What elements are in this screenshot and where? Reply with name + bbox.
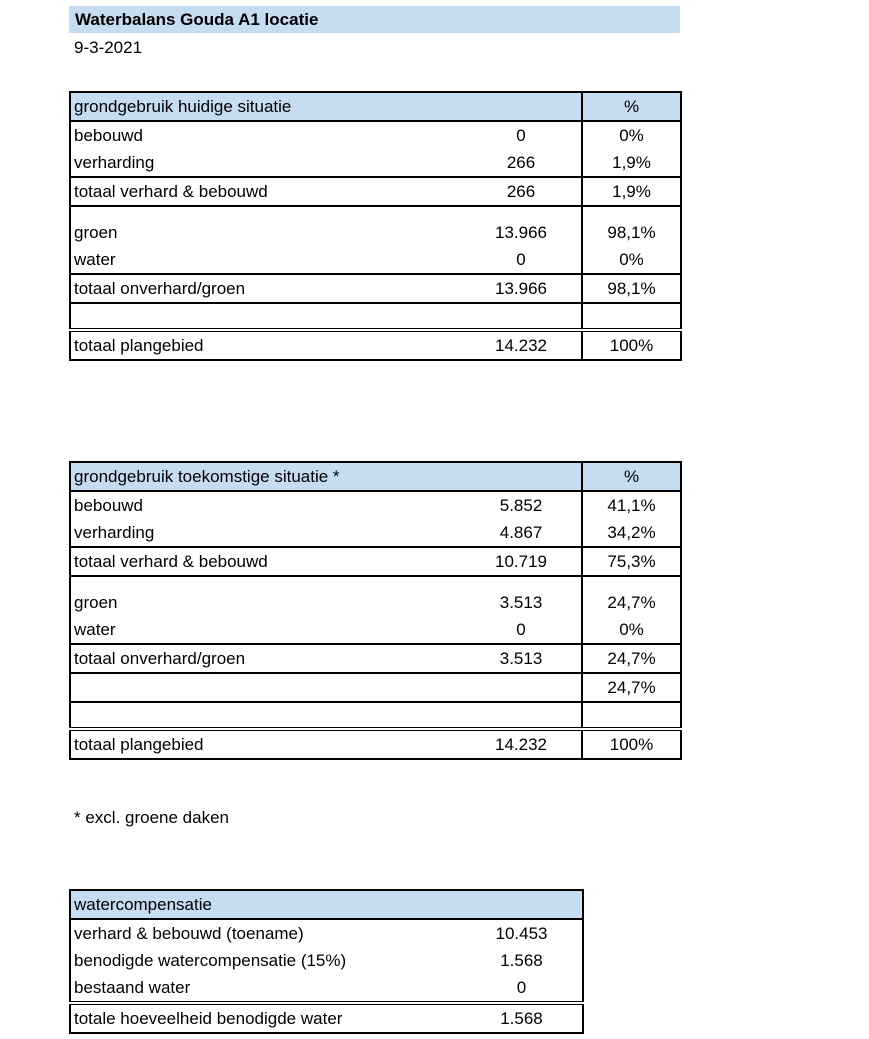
row-value: 5.852 <box>499 496 543 515</box>
row-label: groen <box>74 593 118 612</box>
subtotal-row <box>70 177 681 206</box>
table-header <box>70 890 583 919</box>
table-row <box>70 576 681 616</box>
row-label: bebouwd <box>74 126 144 145</box>
row-label: bebouwd <box>74 496 144 515</box>
total-row <box>70 729 681 759</box>
table-row <box>70 974 583 1003</box>
row-value: 3.513 <box>499 593 543 612</box>
row-value: 0 <box>516 126 526 145</box>
row-label: totaal plangebied <box>70 330 461 360</box>
row-label: water <box>74 250 116 269</box>
row-pct: 24,7% <box>582 644 681 673</box>
future-landuse-table <box>69 461 682 760</box>
table-row <box>70 121 681 149</box>
row-label: totaal onverhard/groen <box>70 274 461 303</box>
row-pct: 0% <box>582 616 681 644</box>
row-label: benodigde watercompensatie (15%) <box>74 951 347 970</box>
empty-row <box>70 303 681 330</box>
row-pct: 24,7% <box>582 673 681 702</box>
row-pct: 0% <box>582 246 681 274</box>
row-value: 10.719 <box>461 547 582 576</box>
row-pct: 1,9% <box>582 149 681 177</box>
pct-header: % <box>582 92 681 121</box>
row-value: 4.867 <box>499 523 543 542</box>
subtotal-row <box>70 547 681 576</box>
row-pct: 98,1% <box>582 206 681 246</box>
row-pct: 1,9% <box>582 177 681 206</box>
row-pct: 75,3% <box>582 547 681 576</box>
table-header <box>70 462 681 491</box>
row-label: verharding <box>74 153 155 172</box>
subtotal-row <box>70 274 681 303</box>
total-row <box>70 330 681 360</box>
row-label: water <box>74 620 116 639</box>
empty-row <box>70 702 681 729</box>
row-value: 14.232 <box>461 729 582 759</box>
row-value: 266 <box>461 177 582 206</box>
row-label <box>70 673 461 702</box>
row-value: 13.966 <box>461 274 582 303</box>
table-row <box>70 491 681 519</box>
table-row <box>70 673 681 702</box>
table-row <box>70 616 681 644</box>
row-label: totaal onverhard/groen <box>70 644 461 673</box>
footnote: * excl. groene daken <box>74 808 229 827</box>
row-pct: 34,2% <box>582 519 681 547</box>
table-row <box>70 947 583 974</box>
row-label: totaal verhard & bebouwd <box>70 547 461 576</box>
row-value: 0 <box>516 978 527 997</box>
row-pct: 0% <box>582 121 681 149</box>
table-header <box>70 92 681 121</box>
row-label: totaal verhard & bebouwd <box>70 177 461 206</box>
current-landuse-table <box>69 91 682 361</box>
page-title: Waterbalans Gouda A1 locatie <box>69 6 680 33</box>
row-value: 1.568 <box>461 1003 583 1033</box>
date: 9-3-2021 <box>74 38 143 57</box>
row-value: 10.453 <box>495 924 548 943</box>
row-pct: 98,1% <box>582 274 681 303</box>
row-pct: 100% <box>582 729 681 759</box>
table-row <box>70 149 681 177</box>
row-value: 0 <box>516 620 526 639</box>
total-row <box>70 1003 583 1033</box>
pct-header: % <box>582 462 681 491</box>
row-label: groen <box>74 223 118 242</box>
header-label: grondgebruik toekomstige situatie * <box>70 462 582 491</box>
row-pct: 24,7% <box>582 576 681 616</box>
water-compensation-table <box>69 889 584 1034</box>
table-row <box>70 919 583 947</box>
header-label: grondgebruik huidige situatie <box>70 92 582 121</box>
row-label: totaal plangebied <box>70 729 461 759</box>
row-value: 1.568 <box>500 951 543 970</box>
table-row <box>70 206 681 246</box>
row-value: 266 <box>506 153 536 172</box>
row-pct: 100% <box>582 330 681 360</box>
row-label: verharding <box>74 523 155 542</box>
row-label: verhard & bebouwd (toename) <box>74 924 304 943</box>
row-value: 13.966 <box>495 223 547 242</box>
row-label: totale hoeveelheid benodigde water <box>70 1003 461 1033</box>
row-value: 14.232 <box>461 330 582 360</box>
header-label: watercompensatie <box>70 890 583 919</box>
table-row <box>70 246 681 274</box>
row-pct: 41,1% <box>582 491 681 519</box>
row-value: 0 <box>516 250 526 269</box>
row-value: 3.513 <box>461 644 582 673</box>
row-label: bestaand water <box>74 978 191 997</box>
subtotal-row <box>70 644 681 673</box>
table-row <box>70 519 681 547</box>
row-value <box>461 673 582 702</box>
